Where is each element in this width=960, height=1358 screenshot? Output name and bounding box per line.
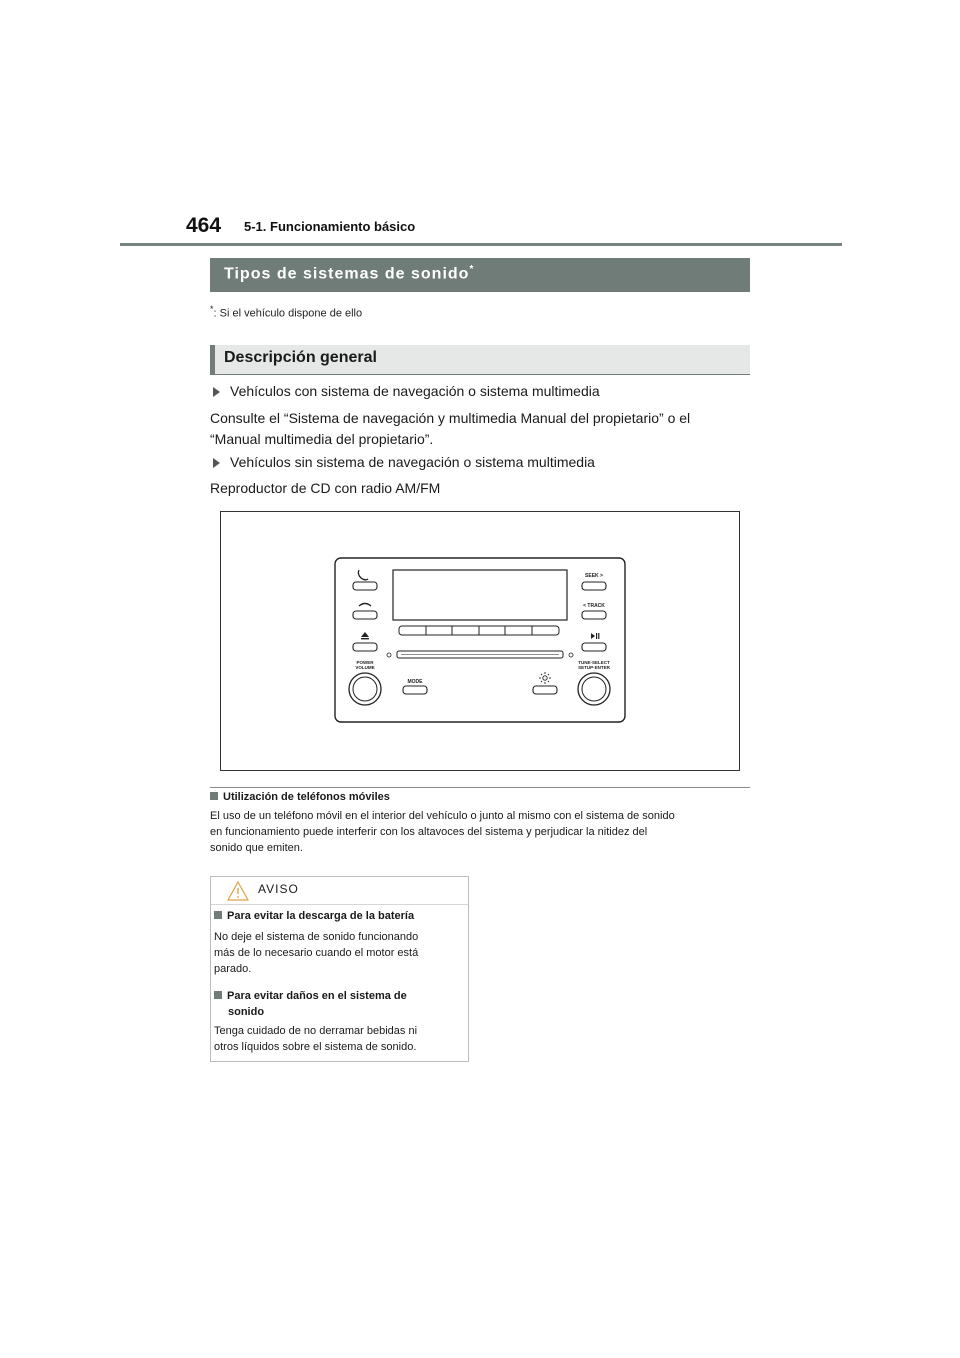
power-label: POWER <box>356 660 374 665</box>
warning-item-2-heading-line-1: Para evitar daños en el sistema de <box>227 990 407 1002</box>
note-line-3: sonido que emiten. <box>210 842 303 854</box>
warning-item-1-line-2: más de lo necesario cuando el motor está <box>214 947 419 959</box>
page-number: 464 <box>186 214 222 237</box>
note-heading <box>210 791 390 803</box>
setup-enter-label: SETUP·ENTER <box>578 665 610 670</box>
paragraph-1-line-2: “Manual multimedia del propietario”. <box>210 431 434 447</box>
warning-item-1-line-3: parado. <box>214 963 252 975</box>
square-bullet-icon <box>214 991 222 999</box>
radio-display <box>393 570 567 620</box>
warning-item-2-text <box>214 1023 417 1055</box>
footnote-marker: * <box>210 304 214 314</box>
paragraph-2: Reproductor de CD con radio AM/FM <box>210 480 441 496</box>
chapter-title: 5-1. Funcionamiento básico <box>244 219 416 234</box>
warning-item-2-line-1: Tenga cuidado de no derramar bebidas ni <box>214 1025 418 1037</box>
warning-header-divider <box>211 904 468 905</box>
figure-frame <box>220 511 740 771</box>
warning-item-2-heading <box>214 988 407 1020</box>
note-body <box>210 808 755 856</box>
warning-item-2-heading-line-2: sonido <box>228 1006 265 1018</box>
warning-title: AVISO <box>258 882 299 896</box>
seek-button <box>582 573 606 590</box>
cd-radio-illustration <box>221 512 739 770</box>
warning-triangle-icon <box>226 880 250 902</box>
warning-item-1-line-1: No deje el sistema de sonido funcionando <box>214 931 419 943</box>
note-heading-text: Utilización de teléfonos móviles <box>223 791 390 803</box>
bullet-no-navigation-text: Vehículos sin sistema de navegación o sistema multimedia <box>230 454 595 470</box>
footnote <box>210 304 362 320</box>
volume-label: VOLUME <box>355 665 375 670</box>
seek-label: SEEK > <box>585 573 603 579</box>
square-bullet-icon <box>210 792 218 800</box>
section-title-text: Tipos de sistemas de sonido <box>224 265 470 283</box>
bullet-navigation-text: Vehículos con sistema de navegación o sistema multimedia <box>230 383 600 399</box>
tune-select-knob <box>578 660 611 705</box>
subheading: Descripción general <box>224 349 377 366</box>
warning-item-2-line-2: otros líquidos sobre el sistema de sonido. <box>214 1041 417 1053</box>
footnote-text: : Si el vehículo dispone de ello <box>213 307 363 320</box>
tune-select-label: TUNE·SELECT <box>578 660 610 665</box>
bullet-no-navigation <box>213 454 595 470</box>
section-title-marker: * <box>469 264 475 275</box>
note-line-1: El uso de un teléfono móvil en el interior del vehículo o junto al mismo con el sistema de sonido <box>210 810 675 822</box>
warning-item-1-heading-text: Para evitar la descarga de la batería <box>227 910 415 922</box>
bullet-triangle-icon <box>213 458 220 468</box>
bullet-triangle-icon <box>213 387 220 397</box>
paragraph-1-line-1: Consulte el “Sistema de navegación y multimedia Manual del propietario” o el <box>210 410 691 426</box>
paragraph-1 <box>210 408 690 450</box>
note-line-2: en funcionamiento puede interferir con los altavoces del sistema y perjudicar la nitidez del <box>210 826 648 838</box>
mode-label: MODE <box>407 679 423 685</box>
section-title <box>224 264 474 283</box>
track-label: < TRACK <box>583 603 605 609</box>
warning-item-1-heading <box>214 910 414 922</box>
square-bullet-icon <box>214 911 222 919</box>
cd-slot <box>387 651 573 658</box>
track-button <box>582 603 606 619</box>
header-rule <box>120 243 842 246</box>
preset-buttons <box>399 626 559 635</box>
warning-item-1-text <box>214 929 418 977</box>
figure-bottom-rule <box>210 787 750 788</box>
bullet-navigation <box>213 383 600 399</box>
